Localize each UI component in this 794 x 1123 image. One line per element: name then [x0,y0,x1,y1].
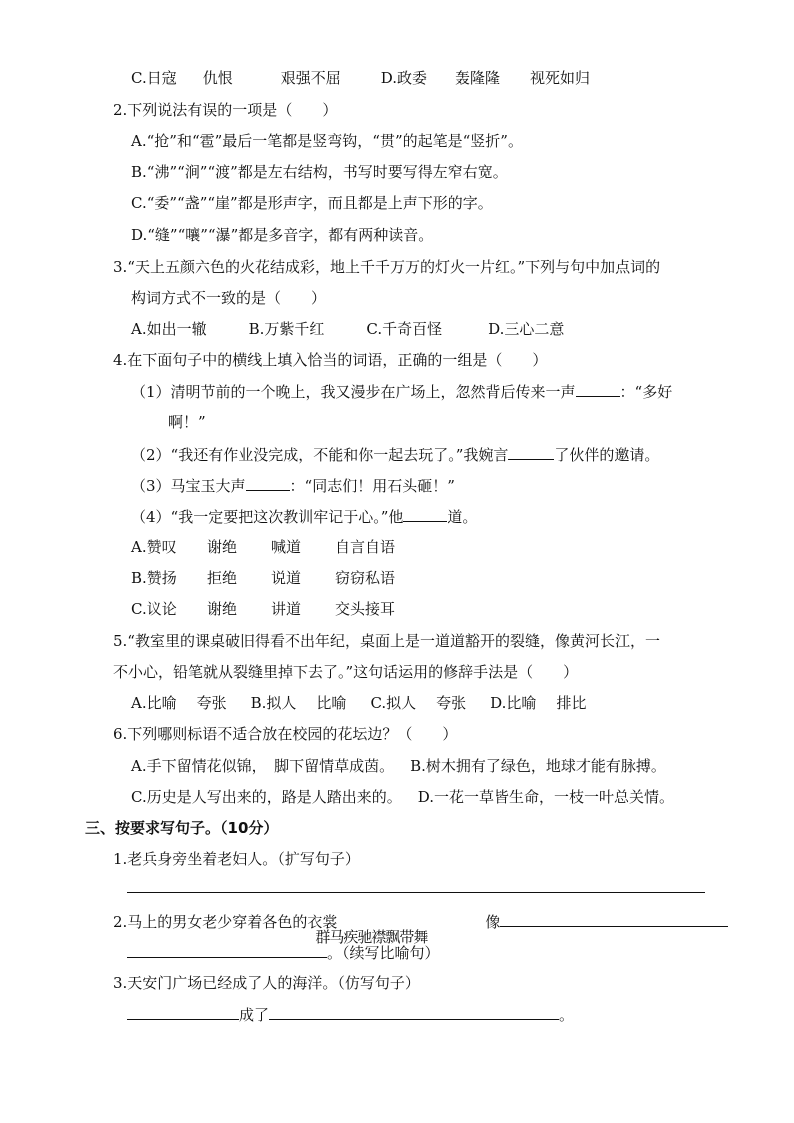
q6-options-ab [131,756,666,776]
q2-option-a: A.“抢”和“雹”最后一笔都是竖弯钩，“贯”的起笔是“竖折”。 [131,132,523,150]
q5-stem-line2: 不小心，铅笔就从裂缝里掉下去了。”这句话运用的修辞手法是（ ） [113,663,579,681]
q4-s1-text: （1）清明节前的一个晚上，我又漫步在广场上，忽然背后传来一声 [131,383,576,401]
q4-s4-tail: 道。 [447,508,478,526]
q4-b-4: 窃窃私语 [335,569,396,587]
q4-s2-tail: 了伙伴的邀请。 [554,446,660,464]
q1-c-word3: 艰强不屈 [280,69,341,87]
q2-option-c: C.“委”“盏”“崖”都是形声字，而且都是上声下形的字。 [131,194,493,212]
sec3-q3-answer [127,1004,574,1025]
q4-option-a [131,537,395,557]
sec3-q2-tail: 。（续写比喻句） [327,944,440,962]
q4-c-2: 谢绝 [207,600,238,618]
q4-a-2: 谢绝 [207,538,238,556]
q4-a-4: 自言自语 [335,538,396,556]
sec3-q3-mid: 成了 [239,1006,270,1024]
q5-a-2: 夸张 [196,694,227,712]
q5-options [131,693,586,713]
sec3-q1: 1.老兵身旁坐着老妇人。（扩写句子） [113,850,360,868]
q1-d-word2: 轰隆隆 [455,69,501,87]
q1-d-label: D.政委 [380,69,428,87]
sec3-q2-like: 像 [485,913,501,931]
q4-s3-tail: ：“同志们！用石头砸！” [289,477,455,495]
q5-d-1: D.比喻 [490,694,537,712]
q4-b-2: 拒绝 [207,569,238,587]
q2-option-b: B.“沸”“涧”“渡”都是左右结构，书写时要写得左窄右宽。 [131,163,508,181]
q4-s1-continued: 啊！” [168,413,206,431]
q6-option-c: C.历史是人写出来的，路是人踏出来的。 [131,788,402,806]
q5-stem-line1: 5.“教室里的课桌破旧得看不出年纪，桌面上是一道道豁开的裂缝，像黄河长江，一 [113,632,660,650]
q4-c-4: 交头接耳 [335,600,396,618]
section-3-title: 三、按要求写句子。（10分） [85,819,279,837]
q1-option-c [131,68,590,88]
q4-s1-tail: ：“多好 [619,383,673,401]
q4-b-1: B.赞扬 [131,569,177,587]
q4-c-3: 讲道 [271,600,302,618]
q3-option-d: D.三心二意 [488,320,565,338]
q3-option-a: A.如出一辙 [131,320,207,338]
q4-s2-blank[interactable] [508,444,554,460]
q4-b-3: 说道 [271,569,302,587]
q3-options [131,319,564,339]
sec3-q3-blank-1[interactable] [127,1004,239,1020]
q4-stem: 4.在下面句子中的横线上填入恰当的词语，正确的一组是（ ） [113,351,548,369]
q5-b-2: 比喻 [316,694,347,712]
q1-c-word2: 仇恨 [202,69,233,87]
q2-stem: 2.下列说法有误的一项是（ ） [113,101,338,119]
q1-d-word3: 视死如归 [530,69,591,87]
q5-a-1: A.比喻 [131,694,177,712]
sec3-q1-answer-line[interactable] [127,892,705,893]
q4-option-c [131,599,395,619]
q6-options-cd [131,787,674,807]
q4-s4-blank[interactable] [403,506,447,522]
q4-sentence-4 [131,506,477,527]
q4-s3-blank[interactable] [246,475,290,491]
q4-option-b [131,568,395,588]
sec3-q3-end: 。 [559,1006,575,1024]
sec3-q2-line1 [113,911,728,946]
sec3-q2-blank-1[interactable] [500,911,728,927]
q1-c-label: C.日寇 [131,69,177,87]
sec3-q2-line2 [127,942,440,963]
q4-c-1: C.议论 [131,600,177,618]
sec3-q3-blank-2[interactable] [269,1004,559,1020]
q3-option-c: C.千奇百怪 [366,320,443,338]
q4-sentence-3 [131,475,455,496]
q4-sentence-1 [131,381,672,402]
q5-c-2: 夸张 [436,694,467,712]
q6-stem: 6.下列哪则标语不适合放在校园的花坛边？（ ） [113,725,458,743]
q4-a-1: A.赞叹 [131,538,177,556]
q6-option-b: B.树木拥有了绿色，地球才能有脉搏。 [410,757,666,775]
q5-c-1: C.拟人 [370,694,417,712]
q3-option-b: B.万紫千红 [248,320,325,338]
q4-sentence-2 [131,444,659,465]
q4-s2-text: （2）“我还有作业没完成，不能和你一起去玩了。”我婉言 [131,446,509,464]
sec3-q2-overlay-text: 群马疾驰襟飘带舞 [315,928,428,946]
q4-s4-text: （4）“我一定要把这次教训牢记于心。”他 [131,508,404,526]
q3-stem-line2: 构词方式不一致的是（ ） [131,289,327,307]
q4-s1-blank[interactable] [576,381,620,397]
q6-option-d: D.一花一草皆生命，一枝一叶总关情。 [417,788,674,806]
sec3-q2-blank-2[interactable] [127,942,327,958]
q3-stem-line1: 3.“天上五颜六色的火花结成彩，地上千千万万的灯火一片红。”下列与句中加点词的 [113,258,661,276]
sec3-q3: 3.天安门广场已经成了人的海洋。（仿写句子） [113,974,420,992]
q4-s3-text: （3）马宝玉大声 [131,477,246,495]
q5-d-2: 排比 [556,694,587,712]
sec3-q2-text: 2.马上的男女老少穿着各色的衣裳 [113,913,338,931]
q6-option-a: A.手下留情花似锦， 脚下留情草成茵。 [131,757,395,775]
q5-b-1: B.拟人 [250,694,297,712]
q4-a-3: 喊道 [271,538,302,556]
q2-option-d: D.“缝”“嚷”“瀑”都是多音字，都有两种读音。 [131,226,434,244]
